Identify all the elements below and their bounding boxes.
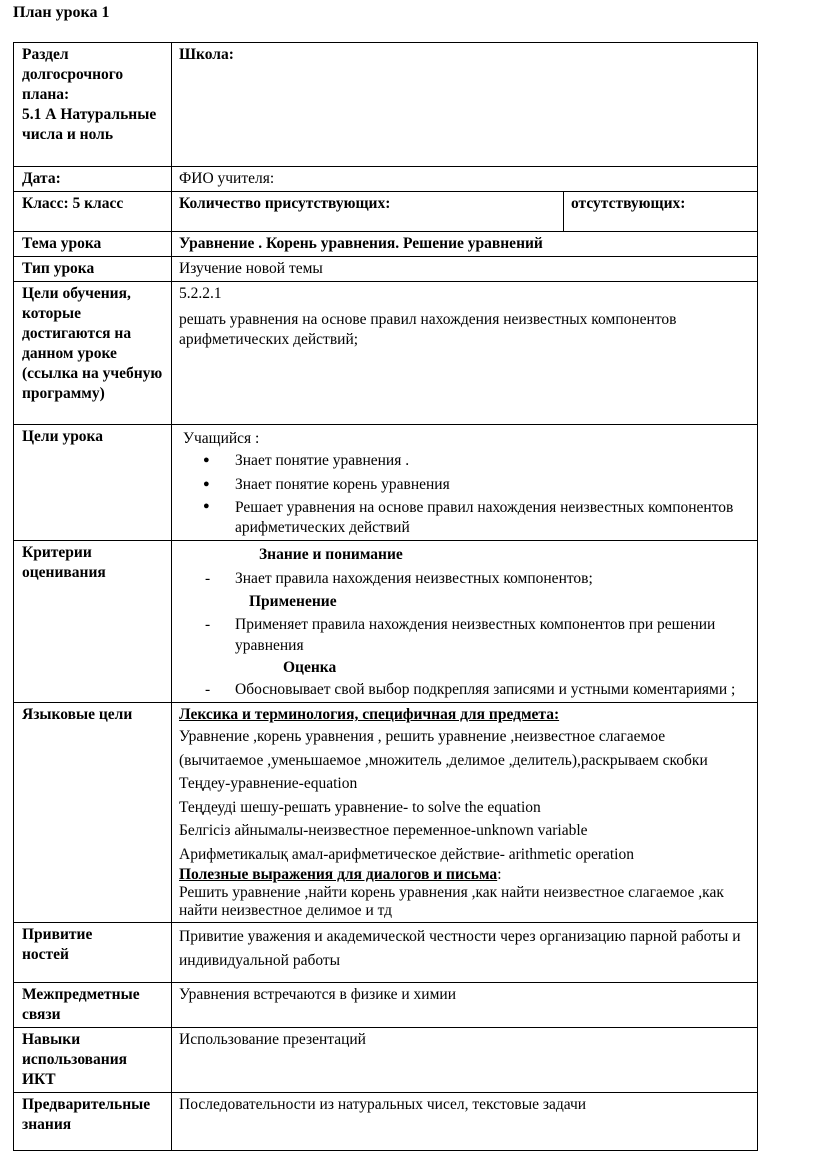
lesson-goals-list (179, 449, 750, 538)
prior-label: Предварительные знания (14, 1093, 172, 1151)
table-row (14, 541, 758, 703)
table-row (14, 1093, 758, 1151)
language-line: Уравнение ,корень уравнения , решить уравнение ,неизвестное слагаемое (вычитаемое ,уменьшаемое ,множитель ,делимое ,делитель),раскрываем скобки Теңдеу-уравнение-equation (179, 728, 708, 792)
phrases-heading: Полезные выражения для диалогов и письма (179, 866, 498, 883)
teacher-field: ФИО учителя: (172, 167, 758, 192)
list-item: ● Решает уравнения на основе правил нахождения неизвестных компонентов арифметических действий (179, 496, 750, 538)
present-field: Количество присутствующих: (172, 192, 564, 232)
phrases-heading-row (179, 866, 750, 884)
language-label: Языковые цели (14, 703, 172, 923)
section-label: Раздел долгосрочного плана: 5.1 А Натуральные числа и ноль (14, 43, 172, 167)
goals-value (172, 282, 758, 425)
language-line: Арифметикалық амал-арифметическое действие- arithmetic operation (179, 845, 634, 863)
language-value (172, 703, 758, 923)
topic-value: Уравнение . Корень уравнения. Решение уравнений (172, 232, 758, 257)
list-item: - Знает правила нахождения неизвестных компонентов; (179, 567, 750, 591)
criteria-heading: Знание и понимание (259, 546, 403, 563)
lesson-goals-label: Цели урока (14, 425, 172, 541)
lesson-goals-value (172, 425, 758, 541)
table-row (14, 425, 758, 541)
table-row (14, 192, 758, 232)
absent-field: отсутствующих: (564, 192, 758, 232)
table-row (14, 257, 758, 282)
goals-label: Цели обучения, которые достигаются на данном уроке (ссылка на учебную программу) (14, 282, 172, 425)
page-title: План урока 1 (13, 4, 110, 21)
table-row (14, 167, 758, 192)
date-label: Дата: (14, 167, 172, 192)
cross-value: Уравнения встречаются в физике и химии (172, 983, 758, 1028)
criteria-list (179, 567, 750, 591)
criteria-heading: Применение (249, 593, 337, 610)
language-line: Теңдеуді шешу-решать уравнение- to solve the equation (179, 798, 541, 816)
phrases-colon: : (497, 866, 502, 883)
class-label: Класс: 5 класс (14, 192, 172, 232)
type-label: Тип урока (14, 257, 172, 282)
values-label: Привитие ностей (14, 923, 172, 983)
table-row (14, 703, 758, 923)
list-item: ● Знает понятие уравнения . (179, 449, 750, 473)
values-value: Привитие уважения и академической честности через организацию парной работы и индивидуальной работы (172, 923, 758, 983)
table-row (14, 282, 758, 425)
table-row (14, 1028, 758, 1093)
list-item: ● Знает понятие корень уравнения (179, 473, 750, 497)
language-heading: Лексика и терминология, специфичная для предмета: (179, 706, 560, 723)
criteria-value (172, 541, 758, 703)
cross-label: Межпредметные связи (14, 983, 172, 1028)
criteria-list (179, 614, 750, 656)
lesson-plan-table (13, 42, 758, 1151)
table-row (14, 923, 758, 983)
goals-text: решать уравнения на основе правил нахождения неизвестных компонентов арифметических действий; (179, 311, 677, 348)
list-item: - Применяет правила нахождения неизвестных компонентов при решении уравнения (179, 614, 750, 656)
ict-label: Навыки использования ИКТ (14, 1028, 172, 1093)
table-row (14, 232, 758, 257)
topic-label: Тема урока (14, 232, 172, 257)
prior-value: Последовательности из натуральных чисел, текстовые задачи (172, 1093, 758, 1151)
table-row (14, 983, 758, 1028)
criteria-label: Критерии оценивания (14, 541, 172, 703)
language-line: Белгісіз айнымалы-неизвестное переменное-unknown variable (179, 822, 588, 839)
type-value: Изучение новой темы (172, 257, 758, 282)
school-field: Школа: (172, 43, 758, 167)
phrases-text: Решить уравнение ,найти корень уравнения ,как найти неизвестное слагаемое ,как найти неизвестное делимое и тд (179, 884, 724, 919)
list-item: - Обосновывает свой выбор подкрепляя записями и устными коментариями ; (179, 679, 750, 700)
table-row (14, 43, 758, 167)
lesson-goals-intro: Учащийся : (183, 430, 260, 447)
criteria-list (179, 679, 750, 700)
criteria-heading: Оценка (283, 658, 337, 676)
ict-value: Использование презентаций (172, 1028, 758, 1093)
goals-code: 5.2.2.1 (179, 285, 222, 302)
